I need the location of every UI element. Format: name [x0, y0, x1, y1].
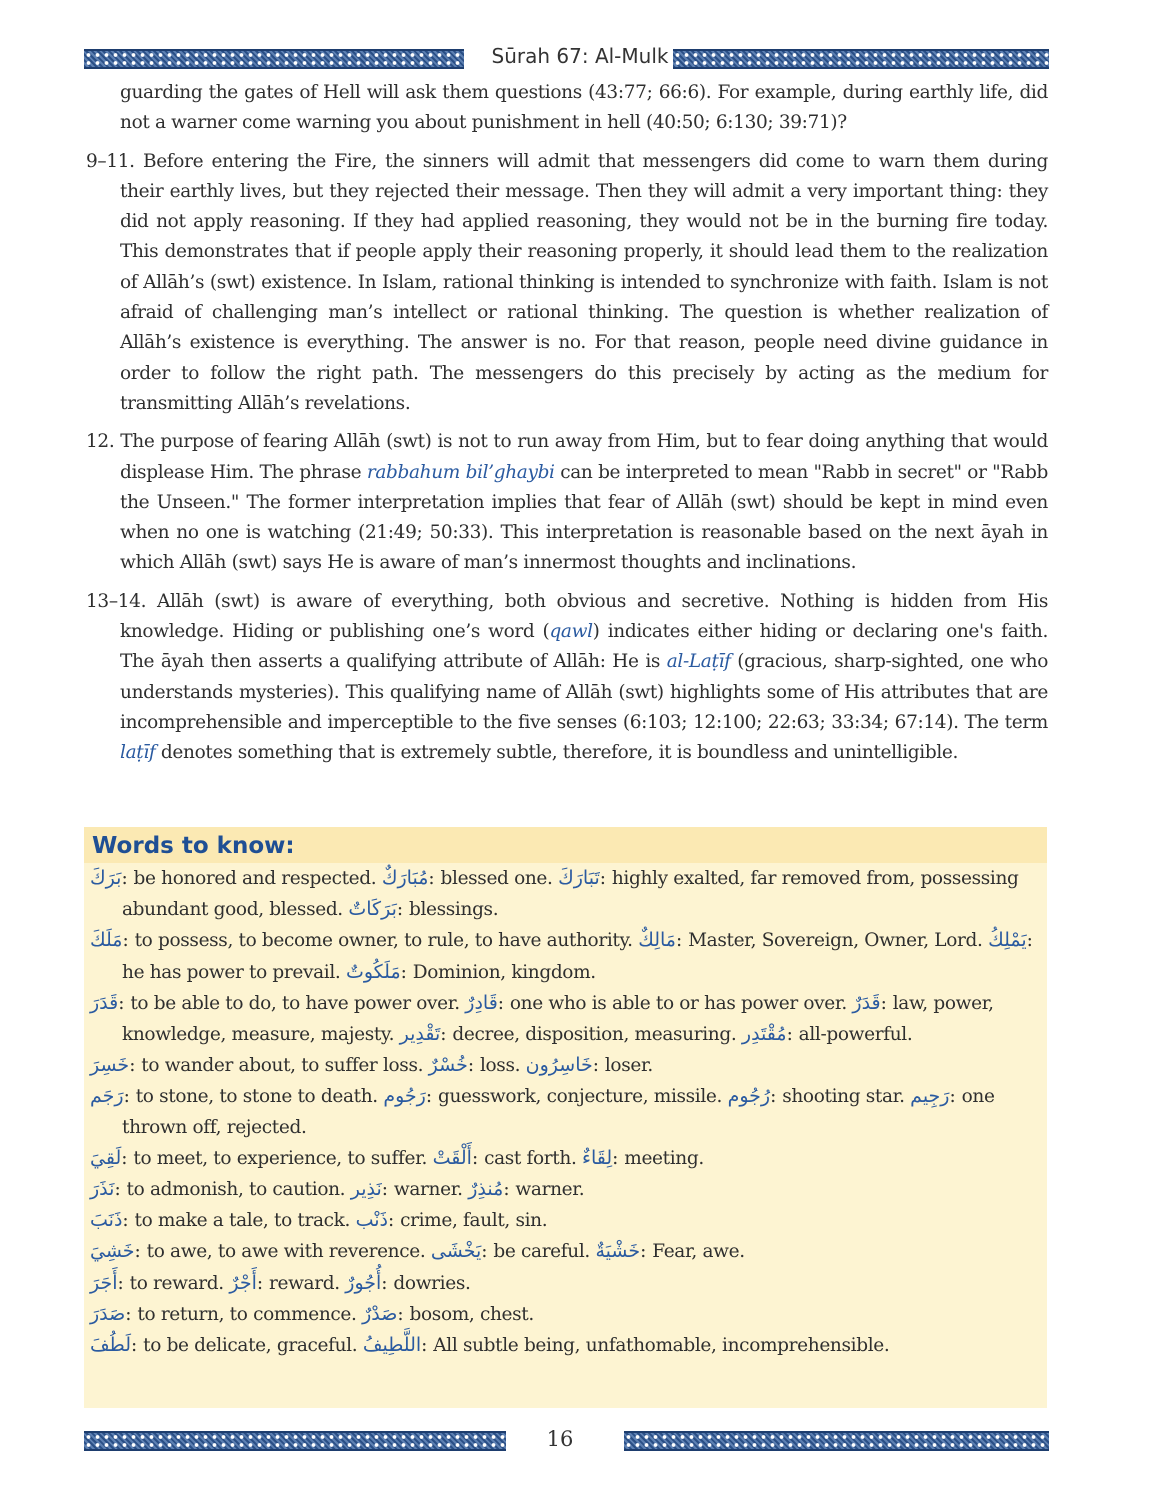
arabic-term: تَبَارَكَ: [558, 867, 600, 889]
glossary-entry: [90, 1205, 1037, 1236]
arabic-term: بَرَكَ: [90, 867, 122, 889]
page-number: 16: [546, 1427, 574, 1451]
arabic-term: رَجَم: [90, 1085, 124, 1108]
arabic-term: تَقْدِير: [399, 1023, 441, 1046]
definition-text: : loser.: [592, 1055, 653, 1077]
header-ornament-right: [673, 49, 1049, 69]
glossary-entry: [90, 1330, 1037, 1361]
words-to-know-box: [84, 827, 1047, 1408]
definition-text: : to make a tale, to track.: [122, 1210, 356, 1232]
arabic-term: يَخْشَى: [430, 1240, 482, 1263]
arabic-term: خُسْرٌ: [428, 1054, 468, 1077]
paragraph-9-11: 9–11. Before entering the Fire, the sinners will admit that messengers did come to warn them during their earthly lives, but they rejected their message. Then they will admit a very important thing: they did not apply reasoning. If they had applied reasoning, they would not be in the burning fire today. This demonstrates that if people apply their reasoning properly, it should lead them to the realization of Allāh’s (swt) existence. In Islam, rational thinking is intended to synchronize with faith. Islam is not afraid of challenging man’s intellect or rational thinking. The question is whether realization of Allāh’s existence is everything. The answer is no. For that reason, people need divine guidance in order to follow the right path. The messengers do this precisely by acting as the medium for transmitting Allāh’s revelations.: [86, 150, 1048, 414]
arabic-term: يَمْلِكُ: [988, 929, 1027, 952]
arabic-term: أَجَرَ: [90, 1271, 118, 1294]
definition-text: : to admonish, to caution.: [114, 1179, 351, 1201]
arabic-term: لَقِيَ: [90, 1146, 122, 1169]
arabic-term: ذَنْب: [355, 1209, 388, 1232]
glossary-entry: [90, 1268, 1037, 1299]
definition-text: : one thrown off, rejected.: [122, 1086, 995, 1138]
arabic-term: مَالِكٌ: [638, 929, 676, 952]
definition-text: : to possess, to become owner, to rule, to have authority.: [122, 930, 639, 952]
arabic-term: رَجُوم: [383, 1085, 426, 1108]
term-qawl: qawl: [549, 621, 593, 643]
definition-text: : Fear, awe.: [640, 1241, 745, 1263]
arabic-term: لَطُفَ: [90, 1334, 132, 1357]
commentary-body: [86, 78, 1048, 777]
glossary-entry: [90, 988, 1037, 1050]
definition-text: : to reward.: [117, 1272, 230, 1294]
definition-text: : all-powerful.: [786, 1024, 913, 1046]
arabic-term: نَذَرَ: [90, 1178, 115, 1201]
term-latif: laṭīf: [120, 742, 156, 764]
definition-text: : cast forth.: [471, 1147, 583, 1169]
glossary-entry: [90, 1174, 1037, 1205]
term-rabbahum: rabbahum bil’ghaybi: [366, 461, 555, 483]
arabic-term: أَلْقَتْ: [432, 1146, 472, 1169]
definition-text: : warner.: [503, 1179, 585, 1201]
definition-text: : guesswork, conjecture, missile.: [425, 1086, 728, 1108]
definition-text: : to be delicate, graceful.: [131, 1335, 363, 1357]
footer-ornament-left: [84, 1431, 506, 1451]
arabic-term: مَلَكَ: [90, 929, 123, 952]
arabic-term: قَدَرَ: [90, 991, 119, 1014]
arabic-term: رُجُوم: [727, 1085, 771, 1108]
definition-text: : Dominion, kingdom.: [400, 961, 596, 983]
arabic-term: صَدَرَ: [90, 1302, 126, 1325]
arabic-term: قَدَرٌ: [852, 991, 881, 1014]
definition-text: : blessed one.: [428, 868, 559, 889]
definition-text: : be honored and respected.: [121, 868, 382, 889]
paragraph-13-14: 13–14. Allāh (swt) is aware of everything, both obvious and secretive. Nothing is hidden from His knowledge. Hiding or publishing one’s word (qawl) indicates either hiding or declaring one's faith. The āyah then asserts a qualifying attribute of Allāh: He is al-Laṭīf (gracious, sharp-sighted, one who understands mysteries). This qualifying name of Allāh (swt) highlights some of His attributes that are incomprehensible and imperceptible to the five senses (6:103; 12:100; 22:63; 33:34; 67:14). The term laṭīf denotes something that is extremely subtle, therefore, it is boundless and unintelligible.: [86, 590, 1048, 764]
definition-text: : shooting star.: [770, 1086, 911, 1108]
definition-text: : decree, disposition, measuring.: [440, 1024, 742, 1046]
definition-text: : meeting.: [612, 1147, 704, 1169]
arabic-term: مُنذِرٌ: [468, 1178, 504, 1201]
arabic-term: خَشِيَ: [90, 1240, 135, 1263]
arabic-term: مُبَارَكٌ: [381, 867, 429, 889]
glossary-list: [84, 863, 1047, 1361]
definition-text: : loss.: [467, 1055, 526, 1077]
definition-text: : he has power to prevail.: [122, 930, 1033, 983]
arabic-term: اللَّطِيفُ: [362, 1334, 422, 1357]
arabic-term: مَلَكُوتٌ: [345, 960, 401, 983]
definition-text: : reward.: [256, 1272, 346, 1294]
definition-text: : to stone, to stone to death.: [123, 1086, 384, 1108]
definition-text: : blessings.: [396, 899, 499, 921]
definition-text: : to meet, to experience, to suffer.: [121, 1147, 433, 1169]
arabic-term: رَجِيم: [910, 1085, 950, 1108]
arabic-term: قَادِرٌ: [465, 991, 498, 1014]
words-to-know-heading: Words to know:: [84, 827, 1047, 863]
definition-text: : one who is able to or has power over.: [497, 992, 853, 1014]
term-al-latif: al-Laṭīf: [666, 651, 731, 673]
definition-text: : All subtle being, unfathomable, incomprehensible.: [421, 1335, 890, 1357]
definition-text: : to awe, to awe with reverence.: [134, 1241, 431, 1263]
glossary-entry: [90, 1081, 1037, 1142]
definition-text: : bosom, chest.: [397, 1303, 534, 1325]
arabic-term: نَذِير: [350, 1178, 382, 1201]
arabic-term: خَشْيَةٌ: [595, 1240, 641, 1263]
definition-text: : law, power, knowledge, measure, majesty.: [122, 992, 994, 1046]
arabic-term: خَاسِرُون: [525, 1054, 593, 1077]
definition-text: : Master, Sovereign, Owner, Lord.: [675, 930, 989, 952]
definition-text: : to return, to commence.: [125, 1303, 363, 1325]
glossary-entry: [90, 1050, 1037, 1081]
glossary-entry: [90, 1299, 1037, 1330]
glossary-entry: [90, 1236, 1037, 1267]
definition-text: : be careful.: [481, 1241, 596, 1263]
glossary-entry: [90, 925, 1037, 987]
paragraph-12: 12. The purpose of fearing Allāh (swt) is not to run away from Him, but to fear doing anything that would displease Him. The phrase rabbahum bil’ghaybi can be interpreted to mean "Rabb in secret" or "Rabb the Unseen." The former interpretation implies that fear of Allāh (swt) should be kept in mind even when no one is watching (21:49; 50:33). This interpretation is reasonable based on the next āyah in which Allāh (swt) says He is aware of man’s innermost thoughts and inclinations.: [86, 431, 1048, 574]
definition-text: : dowries.: [381, 1272, 471, 1294]
arabic-term: لِقَاءٌ: [582, 1146, 613, 1169]
arabic-term: ذَنَبَ: [90, 1209, 123, 1232]
arabic-term: مُقْتَدِر: [741, 1023, 787, 1046]
glossary-entry: [90, 1143, 1037, 1174]
arabic-term: صَدْرٌ: [362, 1302, 398, 1325]
definition-text: : highly exalted, far removed from, possessing abundant good, blessed.: [122, 868, 1019, 921]
definition-text: : crime, fault, sin.: [387, 1210, 548, 1232]
arabic-term: خَسِرَ: [90, 1054, 130, 1077]
arabic-term: بَرَكَاتٌ: [348, 898, 397, 921]
footer-ornament-right: [624, 1431, 1049, 1451]
header-ornament-left: [84, 49, 464, 69]
definition-text: : warner.: [381, 1179, 469, 1201]
definition-text: : to be able to do, to have power over.: [118, 992, 466, 1014]
paragraph-continuation: guarding the gates of Hell will ask them questions (43:77; 66:6). For example, during earthly life, did not a warner come warning you about punishment in hell (40:50; 6:130; 39:71)?: [120, 82, 1048, 134]
running-header-title: Sūrah 67: Al-Mulk: [491, 44, 669, 68]
glossary-entry: [90, 863, 1037, 925]
arabic-term: أُجُورٌ: [345, 1271, 382, 1294]
arabic-term: أَجْرٌ: [229, 1271, 257, 1294]
definition-text: : to wander about, to suffer loss.: [129, 1055, 429, 1077]
